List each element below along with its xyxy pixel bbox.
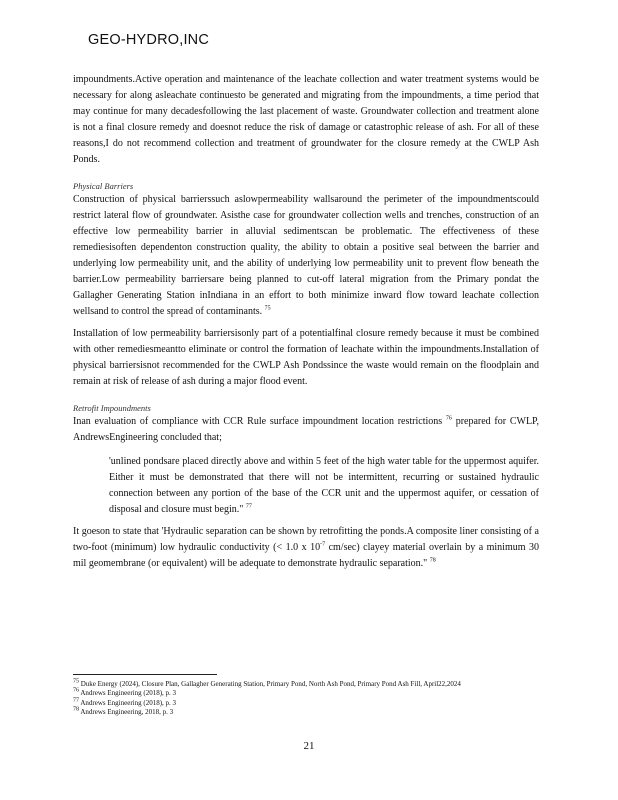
company-header: GEO-HYDRO,INC bbox=[88, 32, 210, 48]
footnote-divider bbox=[73, 674, 217, 675]
footnote-text: Duke Energy (2024), Closure Plan, Gallagher Generating Station, Primary Pond, North Ash Pond, Primary Pond Ash Fill, April22,2024 bbox=[80, 680, 461, 688]
quote-text: 'unlined pondsare placed directly above and within 5 feet of the high water table for the uppermost aquifer. Either it must be demonstrated that there will not be intermittent, recurring or sustained hydraulic connection between any portion of the base of the CCR unit and the uppermost aquifer, or cessation of disposal and closure must begin." bbox=[109, 456, 539, 515]
block-quote bbox=[109, 454, 539, 518]
paragraph-text: Construction of physical barrierssuch aslowpermeability wallsaround the perimeter of the impoundmentscould restrict lateral flow of groundwater. Asisthe case for groundwater collection wells and trenches, construction of an effective low permeability barrier in alluvial sedimentscan be problematic. The effectiveness of these remediesisoften dependenton construction quality, the ability to obtain a positive seal between the barrier and underlying low permeability unit, and the ability of underlying low permeability unit to prevent flow beneath the barrier.Low permeability barriersare being planned to cut-off lateral migration from the Primary pondat the Gallagher Generating Station inIndiana in an effort to both minimize inward flow toward leachate collection wellsand to control the spread of contaminants. bbox=[73, 194, 539, 317]
footnote-ref-77[interactable]: 77 bbox=[245, 503, 252, 510]
paragraph-physical-barriers bbox=[73, 192, 539, 320]
footnote-78 bbox=[73, 708, 535, 717]
paragraph-text: It goeson to state that 'Hydraulic separation can be shown by retrofitting the ponds.A composite liner consisting of a two-foot (minimum) low hydraulic conductivity (< 1.0 x 10 bbox=[73, 526, 539, 553]
footnote-77 bbox=[73, 699, 535, 708]
footnote-ref-76[interactable]: 76 bbox=[445, 415, 452, 422]
page-number: 21 bbox=[303, 740, 315, 752]
footnote-ref-78[interactable]: 78 bbox=[429, 557, 436, 564]
paragraph-text: Inan evaluation of compliance with CCR Rule surface impoundment location restrictions bbox=[73, 416, 443, 427]
paragraph-text-cont: cm/sec) clayey material overlain by a minimum 30 mil geomembrane (or equivalent) will be adequate to demonstrate hydraulic separation." bbox=[73, 542, 540, 569]
footnote-76 bbox=[73, 689, 535, 698]
footnote-number: 78 bbox=[73, 706, 79, 713]
section-heading-retrofit: Retrofit Impoundments bbox=[73, 403, 151, 413]
paragraph-collection-treatment: impoundments.Active operation and maintenance of the leachate collection and water treatment systems would be necessary for along asleachate continuesto be generated and migrating from the impoundments, a time period that may continue for many decadesfollowing the last placement of waste. Groundwater collection and treatment alone is not a final closure remedy and doesnot reduce the risk of damage or catastrophic release of ash. For all of these reasons,I do not recommend collection and treatment of groundwater for the closure remedy at the CWLP Ash Ponds. bbox=[73, 74, 539, 165]
paragraph-installation: Installation of low permeability barriersisonly part of a potentialfinal closure remedy because it must be combined with other remediesmeantto eliminate or control the formation of leachate within the impoundments.Installation of physical barriersisnot recommended for the CWLP Ash Pondssince the waste would remain on the floodplain and remain at risk of release of ash during a major flood event. bbox=[73, 328, 539, 387]
paragraph-evaluation bbox=[73, 414, 539, 446]
footnote-number: 76 bbox=[73, 688, 79, 695]
section-heading-physical-barriers: Physical Barriers bbox=[73, 181, 134, 191]
footnotes bbox=[73, 680, 535, 718]
footnote-text: Andrews Engineering, 2018, p. 3 bbox=[80, 708, 174, 717]
footnote-ref-75[interactable]: 75 bbox=[264, 305, 271, 312]
exponent: -7 bbox=[320, 541, 326, 548]
footnote-text: Andrews Engineering (2018), p. 3 bbox=[80, 689, 177, 698]
page-body bbox=[73, 72, 539, 572]
footnote-number: 77 bbox=[73, 697, 79, 704]
paragraph-hydraulic-separation bbox=[73, 524, 539, 572]
footnote-number: 75 bbox=[73, 678, 79, 685]
footnote-75 bbox=[73, 680, 535, 689]
footnote-text: Andrews Engineering (2018), p. 3 bbox=[80, 698, 177, 707]
paragraph-text-cont: prepared for CWLP, AndrewsEngineering concluded that; bbox=[73, 416, 540, 443]
